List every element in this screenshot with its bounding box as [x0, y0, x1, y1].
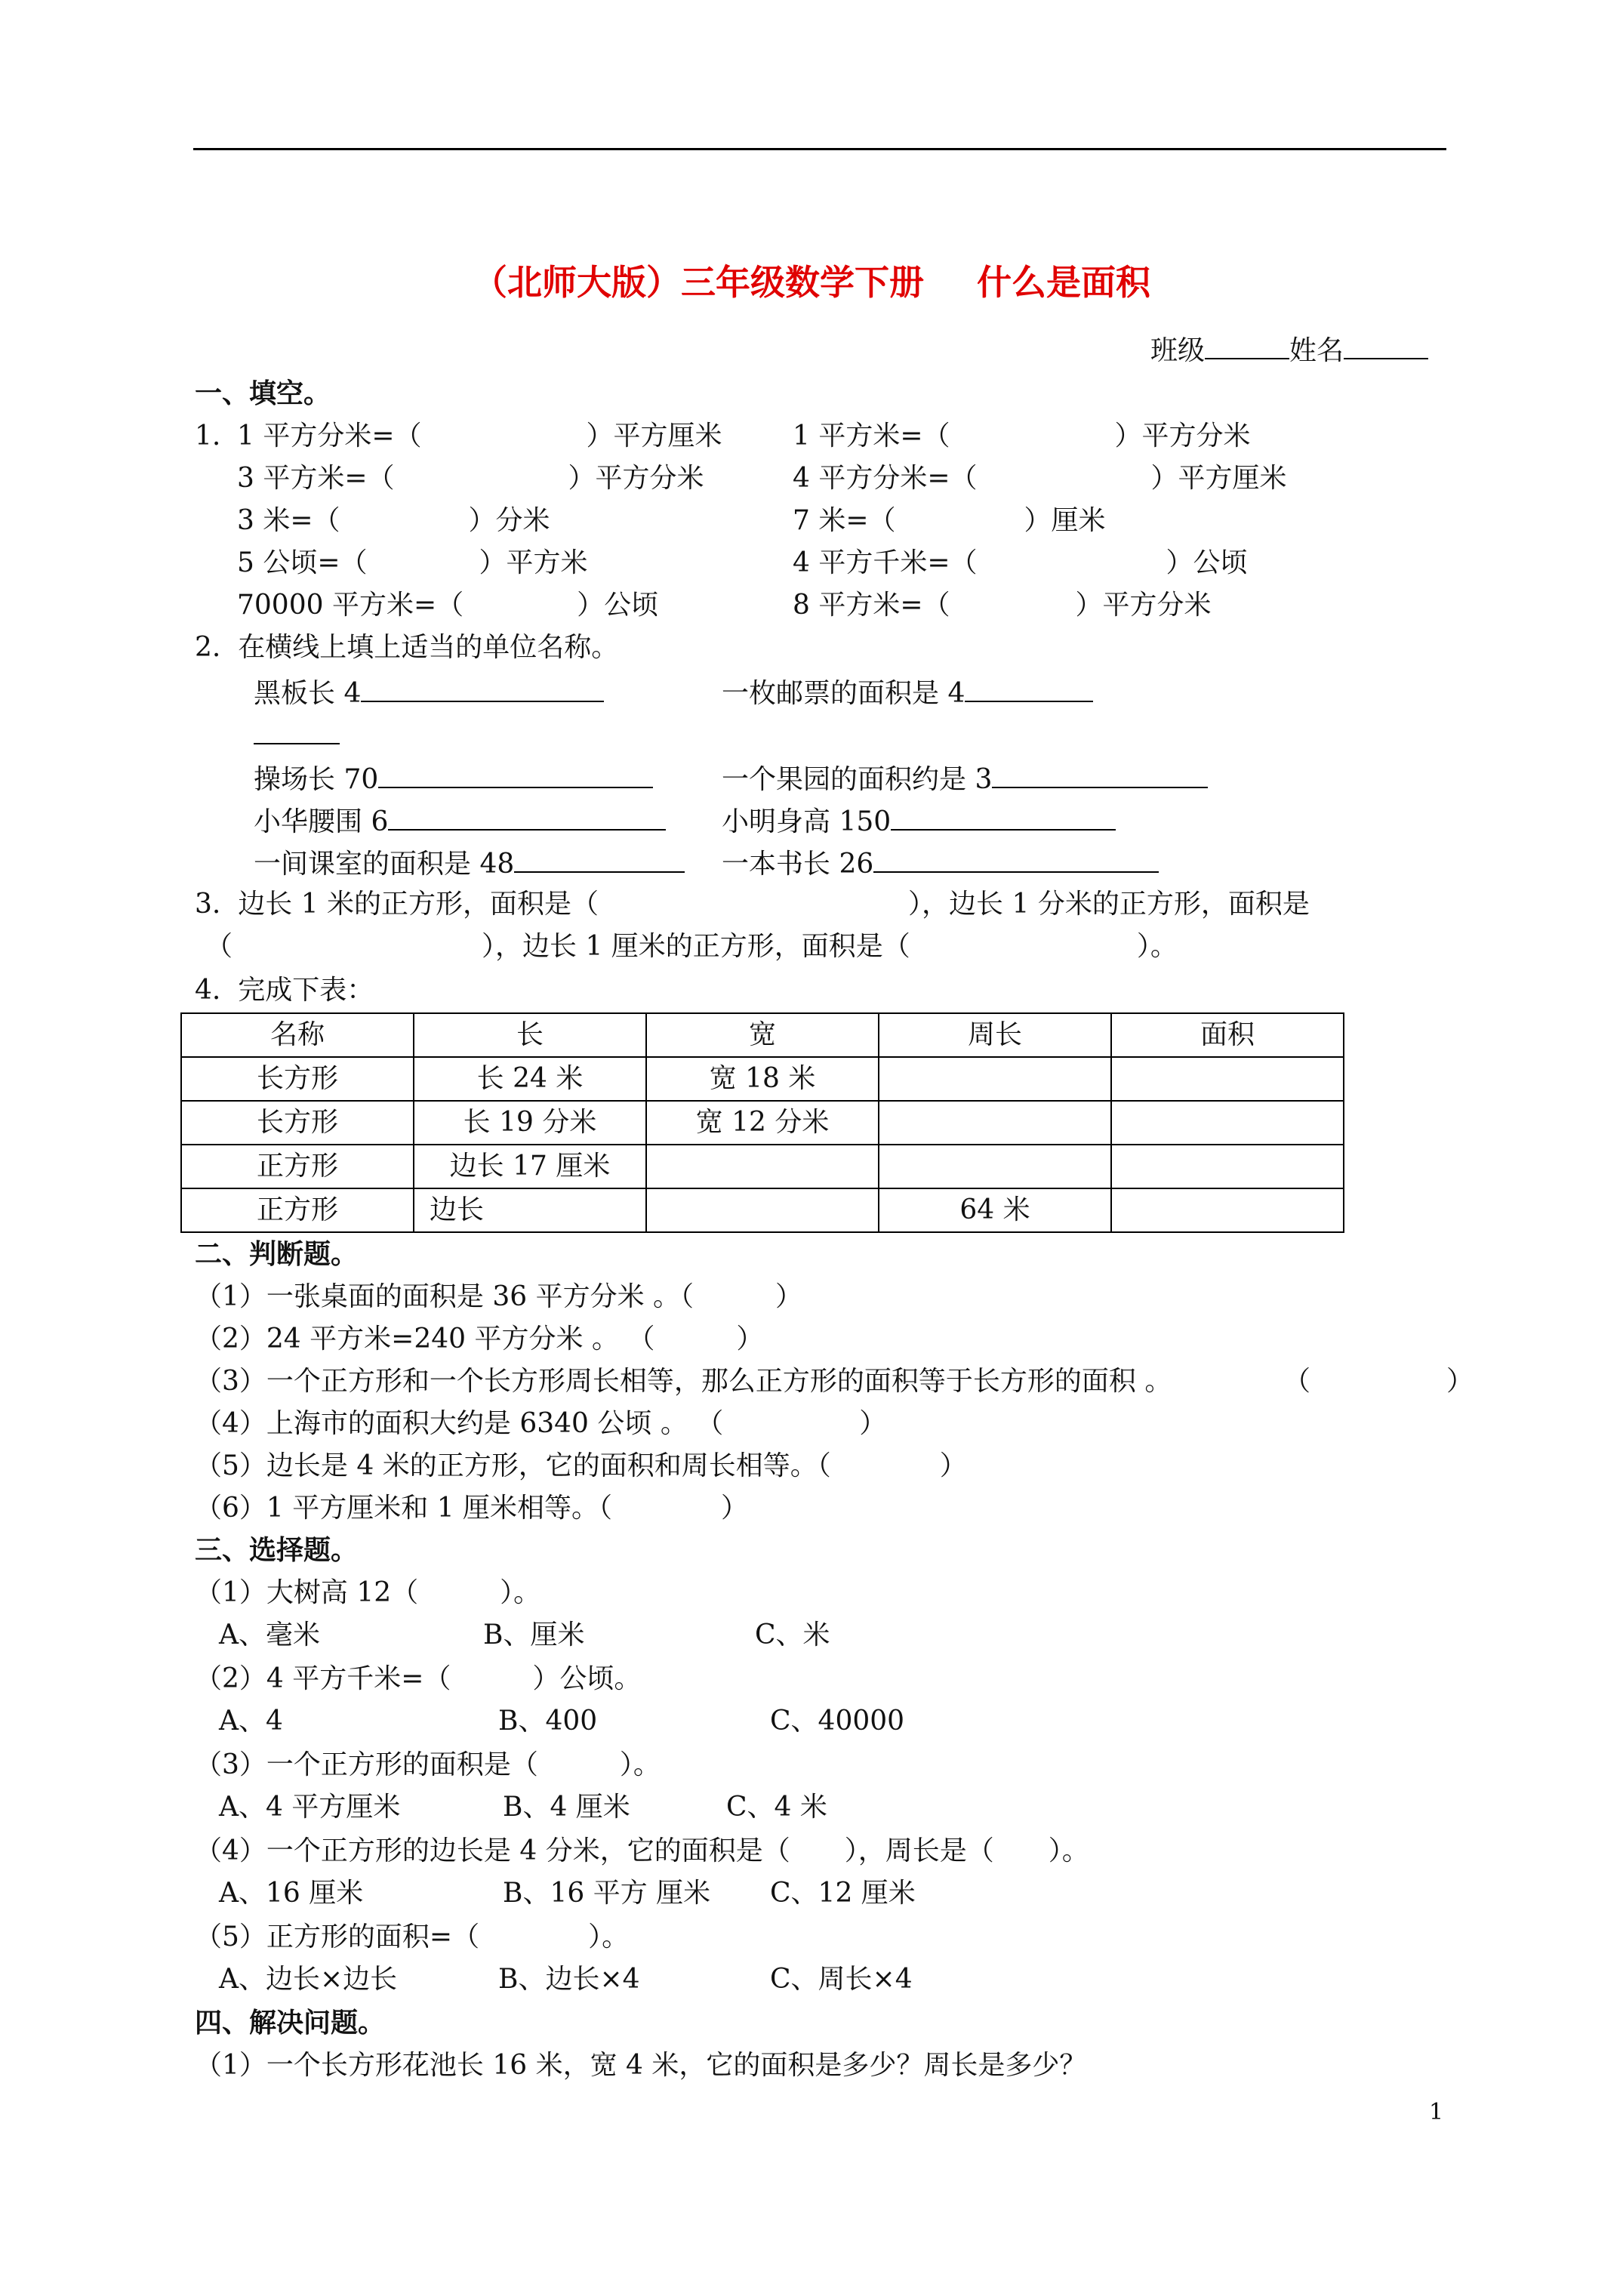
choice-option[interactable]: C、40000	[770, 1706, 905, 1737]
table-cell-blank[interactable]	[879, 1145, 1111, 1188]
table-header: 长	[414, 1013, 646, 1057]
section4-heading: 四、解决问题。	[195, 2008, 386, 2039]
section1-heading: 一、填空。	[195, 378, 331, 409]
header-rule	[193, 148, 1446, 150]
q1-item: 7 米=（ ）厘米	[793, 505, 1106, 536]
answer-blank[interactable]	[254, 717, 340, 744]
table-cell: 宽 12 分米	[646, 1101, 879, 1145]
q1-number: 1.	[195, 421, 221, 451]
choice-question: （3）一个正方形的面积是（ ）。	[195, 1749, 661, 1780]
table-cell: 边长 17 厘米	[414, 1145, 646, 1188]
class-name-line	[1150, 332, 1428, 368]
q2-item-continued	[254, 717, 340, 753]
choice-option[interactable]: A、16 厘米	[219, 1878, 364, 1909]
table-cell-blank[interactable]	[646, 1145, 879, 1188]
table-cell-blank[interactable]	[1111, 1145, 1344, 1188]
q1-item: 4 平方千米=（ ）公顷	[793, 547, 1248, 578]
choice-question: （4）一个正方形的边长是 4 分米，它的面积是（ ），周长是（ ）。	[195, 1835, 1089, 1866]
q4-line: 4. 完成下表：	[195, 975, 374, 1006]
page-number: 1	[1429, 2099, 1444, 2125]
choice-option[interactable]: B、4 厘米	[503, 1792, 630, 1823]
choice-option[interactable]: C、米	[755, 1620, 830, 1650]
table-header: 名称	[181, 1013, 414, 1057]
q3-line2: （ ），边长 1 厘米的正方形，面积是（ ）。	[205, 931, 1178, 962]
choice-option[interactable]: A、4 平方厘米	[219, 1792, 401, 1823]
answer-blank[interactable]	[388, 803, 666, 831]
judge-paren: （ ）	[1283, 1366, 1474, 1397]
table-cell: 宽 18 米	[646, 1057, 879, 1101]
name-blank[interactable]	[1344, 332, 1428, 359]
choice-option[interactable]: A、毫米	[219, 1620, 320, 1650]
table-header: 宽	[646, 1013, 879, 1057]
table-cell-blank[interactable]	[879, 1057, 1111, 1101]
choice-question: （1）大树高 12（ ）。	[195, 1577, 541, 1608]
answer-blank[interactable]	[965, 675, 1093, 702]
judge-item: （3）一个正方形和一个长方形周长相等，那么正方形的面积等于长方形的面积 。	[195, 1366, 1172, 1397]
table-cell: 长方形	[181, 1057, 414, 1101]
section2-heading: 二、判断题。	[195, 1239, 359, 1270]
table-cell: 长 24 米	[414, 1057, 646, 1101]
q2-item: 一本书长 26	[722, 846, 1159, 881]
q2-item: 一枚邮票的面积是 4	[722, 675, 1093, 710]
answer-blank[interactable]	[873, 846, 1159, 873]
table-header: 周长	[879, 1013, 1111, 1057]
q1-item: 4 平方分米=（ ）平方厘米	[793, 463, 1287, 494]
q1-item: 5 公顷=（ ）平方米	[237, 547, 588, 578]
problem-item: （1）一个长方形花池长 16 米，宽 4 米，它的面积是多少？周长是多少？	[195, 2050, 1087, 2081]
title-part1: （北师大版）三年级数学下册	[473, 262, 924, 303]
q1-item: 3 平方米=（ ）平方分米	[237, 463, 704, 494]
q2-item: 一个果园的面积约是 3	[722, 761, 1208, 797]
q2-item: 小明身高 150	[722, 803, 1116, 839]
table-cell: 正方形	[181, 1188, 414, 1232]
judge-item: （5）边长是 4 米的正方形，它的面积和周长相等。（ ）	[195, 1450, 967, 1481]
answer-blank[interactable]	[361, 675, 604, 702]
table-row	[181, 1057, 1344, 1101]
answer-blank[interactable]	[378, 761, 653, 788]
area-table	[180, 1012, 1344, 1233]
q1-item: 3 米=（ ）分米	[237, 505, 550, 536]
table-cell-blank[interactable]	[1111, 1101, 1344, 1145]
choice-option[interactable]: C、12 厘米	[770, 1878, 916, 1909]
title-part2: 什么是面积	[977, 262, 1150, 303]
name-label: 姓名	[1289, 335, 1344, 366]
q1-item: 70000 平方米=（ ）公顷	[237, 590, 659, 621]
section3-heading: 三、选择题。	[195, 1535, 359, 1566]
choice-option[interactable]: B、16 平方 厘米	[503, 1878, 711, 1909]
answer-blank[interactable]	[992, 761, 1208, 788]
q1-item: 8 平方米=（ ）平方分米	[793, 590, 1212, 621]
judge-item: （6）1 平方厘米和 1 厘米相等。（ ）	[195, 1493, 749, 1524]
table-row	[181, 1188, 1344, 1232]
table-cell: 边长	[414, 1188, 646, 1232]
choice-option[interactable]: B、400	[498, 1706, 598, 1737]
class-label: 班级	[1150, 335, 1206, 366]
table-cell-blank[interactable]	[646, 1188, 879, 1232]
q2-item: 操场长 70	[254, 761, 653, 797]
choice-option[interactable]: C、4 米	[726, 1792, 827, 1823]
answer-blank[interactable]	[514, 846, 685, 873]
choice-option[interactable]: B、边长×4	[498, 1964, 640, 1995]
q3-line1: 3. 边长 1 米的正方形，面积是（ ），边长 1 分米的正方形，面积是	[195, 889, 1310, 920]
page-title	[0, 255, 1623, 305]
choice-option[interactable]: A、4	[219, 1706, 283, 1737]
table-row	[181, 1101, 1344, 1145]
table-cell-blank[interactable]	[879, 1101, 1111, 1145]
choice-option[interactable]: B、厘米	[483, 1620, 585, 1650]
table-row	[181, 1145, 1344, 1188]
table-cell: 长方形	[181, 1101, 414, 1145]
q2-item: 一间课室的面积是 48	[254, 846, 685, 881]
table-cell: 正方形	[181, 1145, 414, 1188]
table-cell: 长 19 分米	[414, 1101, 646, 1145]
q1-item: 1 平方分米=（ ）平方厘米	[237, 421, 722, 451]
q2-line: 2. 在横线上填上适当的单位名称。	[195, 632, 619, 663]
choice-question: （5）正方形的面积=（ ）。	[195, 1922, 630, 1952]
judge-item: （2）24 平方米=240 平方分米 。 （ ）	[195, 1324, 764, 1354]
choice-option[interactable]: C、周长×4	[770, 1964, 913, 1995]
table-cell: 64 米	[879, 1188, 1111, 1232]
answer-blank[interactable]	[891, 803, 1116, 831]
q1-item: 1 平方米=（ ）平方分米	[793, 421, 1251, 451]
choice-question: （2）4 平方千米=（ ）公顷。	[195, 1663, 642, 1694]
judge-item: （4）上海市的面积大约是 6340 公顷 。 （ ）	[195, 1408, 887, 1439]
table-header: 面积	[1111, 1013, 1344, 1057]
q2-item: 黑板长 4	[254, 675, 604, 710]
q2-item: 小华腰围 6	[254, 803, 666, 839]
table-cell-blank[interactable]	[1111, 1188, 1344, 1232]
choice-option[interactable]: A、边长×边长	[219, 1964, 398, 1995]
judge-item: （1）一张桌面的面积是 36 平方分米 。（ ）	[195, 1281, 803, 1312]
table-cell-blank[interactable]	[1111, 1057, 1344, 1101]
class-blank[interactable]	[1205, 332, 1289, 359]
table-header-row	[181, 1013, 1344, 1057]
